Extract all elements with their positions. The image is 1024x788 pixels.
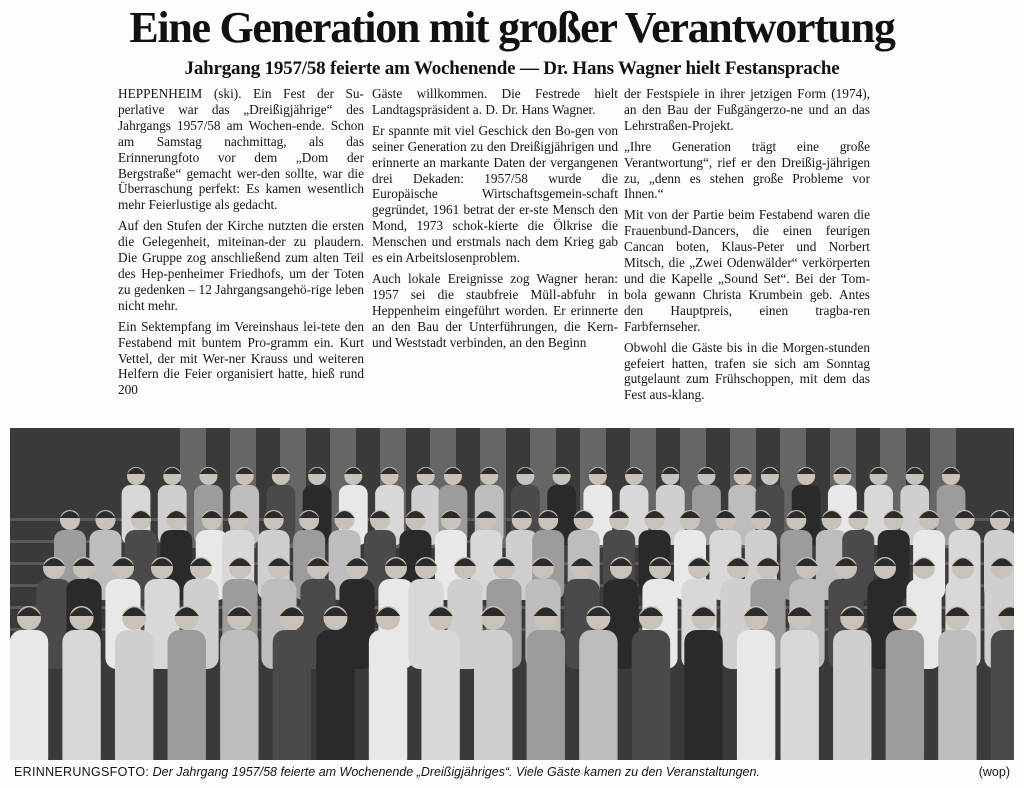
paragraph: Gäste willkommen. Die Festrede hielt Landtagspräsident a. D. Dr. Hans Wagner. — [372, 86, 618, 117]
article-column-2 — [372, 86, 618, 422]
person-body — [632, 630, 670, 760]
group-photo-illustration — [10, 428, 1014, 760]
paragraph: „Ihre Generation trägt eine große Verantwortung“, rief er den Dreißig-jährigen zu, „denn es stehen große Probleme vor Ihnen.“ — [624, 138, 870, 202]
person-body — [369, 630, 407, 760]
paragraph: Mit von der Partie beim Festabend waren die Frauenbund-Dancers, die einen feurigen Cancan boten, Klaus-Peter und Norbert Mitsch, die „Zwei Odenwälder“ verkörperten und die Kapelle „Sound Set“. Bei der Tom-bola gewann Christa Krumbein geb. Antes den Hauptpreis, einen tragba-ren Farbfernseher. — [624, 207, 870, 334]
person-body — [421, 630, 459, 760]
person-body — [62, 630, 100, 760]
person-body — [833, 630, 871, 760]
article-subheadline: Jahrgang 1957/58 feierte am Wochenende — Dr. Hans Wagner hielt Festansprache — [184, 58, 840, 79]
caption-text: Der Jahrgang 1957/58 feierte am Wochenende „Dreißigjähriges“. Viele Gäste kamen zu den Veranstaltungen. — [149, 765, 760, 779]
person-body — [10, 630, 48, 760]
article-column-1 — [118, 86, 364, 422]
person-body — [273, 630, 311, 760]
caption-lead: ERINNERUNGSFOTO: — [14, 765, 150, 779]
paragraph: Er spannte mit viel Geschick den Bo-gen von seiner Generation zu den Dreißigjährigen und erinnerte an markante Daten der vergangenen drei Dekaden: 1957/58 wurde die Europäische Wirtschaftsgemein-schaft gegründet, 1961 betrat der er-ste Mensch den Mond, 1973 schok-kierte die Ölkrise die Menschen und erstmals nach dem Krieg gab es ein Arbeitslosenproblem. — [372, 122, 618, 266]
person-body — [168, 630, 206, 760]
paragraph: Obwohl die Gäste bis in die Morgen-stunden gefeiert hatten, trafen sie sich am Sonntag gutgelaunt zum Frühschoppen, mit dem das Fest aus-klang. — [624, 339, 870, 403]
group-photo — [10, 428, 1014, 760]
person-body — [316, 630, 354, 760]
person-body — [527, 630, 565, 760]
paragraph: HEPPENHEIM (ski). Ein Fest der Su-perlative war das „Dreißigjährige“ des Jahrgangs 1957/58 am Wochen-ende. Schon am Samstag nachmittag, als das Erinnerungfoto vor dem „Dom der Bergstraße“ gemacht wer-den sollte, war die Überraschung perfekt: Es kamen wesentlich mehr Feierlustige als gedacht. — [118, 86, 364, 213]
photo-caption — [14, 762, 1004, 782]
person-body — [579, 630, 617, 760]
person-body — [115, 630, 153, 760]
article-headline: Eine Generation mit großer Verantwortung — [129, 3, 895, 52]
person-body — [684, 630, 722, 760]
person-body — [220, 630, 258, 760]
person-body — [474, 630, 512, 760]
person-body — [780, 630, 818, 760]
paragraph: Auch lokale Ereignisse zog Wagner heran: 1957 sei die staubfreie Müll-abfuhr in Heppenheim eingeführt worden. Er erinnerte an den Bau der Unterführungen, die Kern- und Weststadt verbinden, an den Beginn — [372, 270, 618, 350]
person-body — [886, 630, 924, 760]
article-column-3 — [624, 86, 870, 422]
paragraph: der Festspiele in ihrer jetzigen Form (1974), an den Bau der Fußgängerzo-ne und an das Lehrstraßen-Projekt. — [624, 86, 870, 133]
photo-credit: (wop) — [978, 765, 1010, 779]
paragraph: Ein Sektempfang im Vereinshaus lei-tete den Festabend mit buntem Pro-gramm ein. Kurt Vettel, der mit Wer-ner Krauss und weiteren Helfern die Feier organisiert hatte, hieß rund 200 — [118, 318, 364, 398]
person-body — [938, 630, 976, 760]
paragraph: Auf den Stufen der Kirche nutzten die ersten die Gelegenheit, miteinan-der zu plaudern. Die Gruppe zog anschließend zum alten Teil des Hep-penheimer Friedhofs, um der Toten zu gedenken – 12 Jahrgangsangehö-rige leben nicht mehr. — [118, 218, 364, 313]
person-body — [737, 630, 775, 760]
person-body — [991, 630, 1014, 760]
